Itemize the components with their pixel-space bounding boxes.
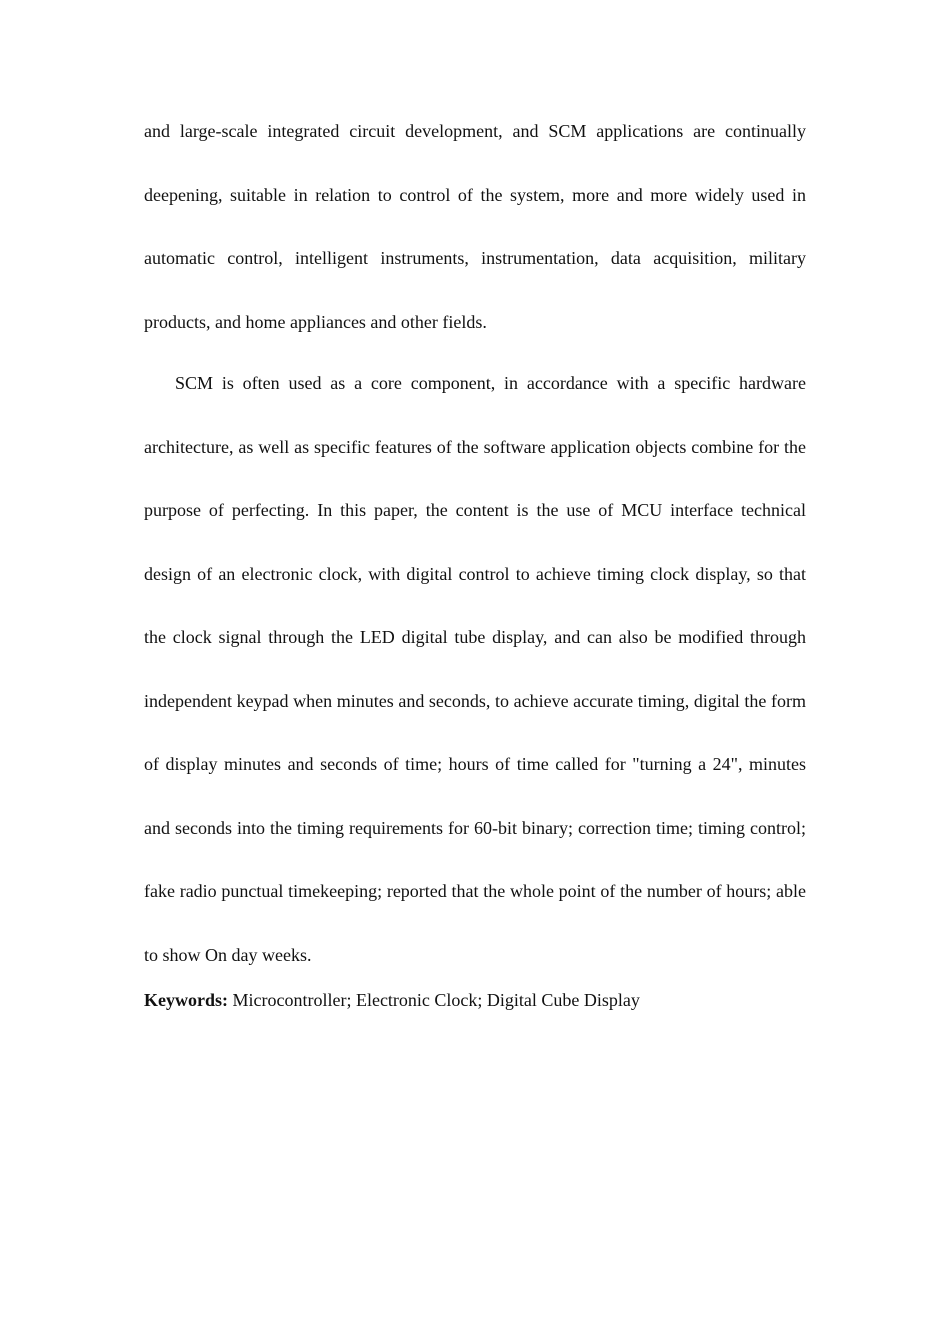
keywords-label: Keywords: <box>144 990 228 1010</box>
keywords-value: Microcontroller; Electronic Clock; Digital Cube Display <box>232 990 640 1010</box>
paragraph-main: SCM is often used as a core component, in accordance with a specific hardware architecture, as well as specific features of the software application objects combine for the purpose of perfecting. In this paper, the content is the use of MCU interface technical design of an electronic clock, with digital control to achieve timing clock display, so that the clock signal through the LED digital tube display, and can also be modified through independent keypad when minutes and seconds, to achieve accurate timing, digital the form of display minutes and seconds of time; hours of time called for "turning a 24", minutes and seconds into the timing requirements for 60-bit binary; correction time; timing control; fake radio punctual timekeeping; reported that the whole point of the number of hours; able to show On day weeks. <box>144 373 806 965</box>
abstract-body <box>144 100 806 1020</box>
paragraph-continuation: and large-scale integrated circuit development, and SCM applications are continually deepening, suitable in relation to control of the system, more and more widely used in automatic control, intelligent instruments, instrumentation, data acquisition, military products, and home appliances and other fields. <box>144 121 806 332</box>
keywords-line <box>144 980 806 1020</box>
